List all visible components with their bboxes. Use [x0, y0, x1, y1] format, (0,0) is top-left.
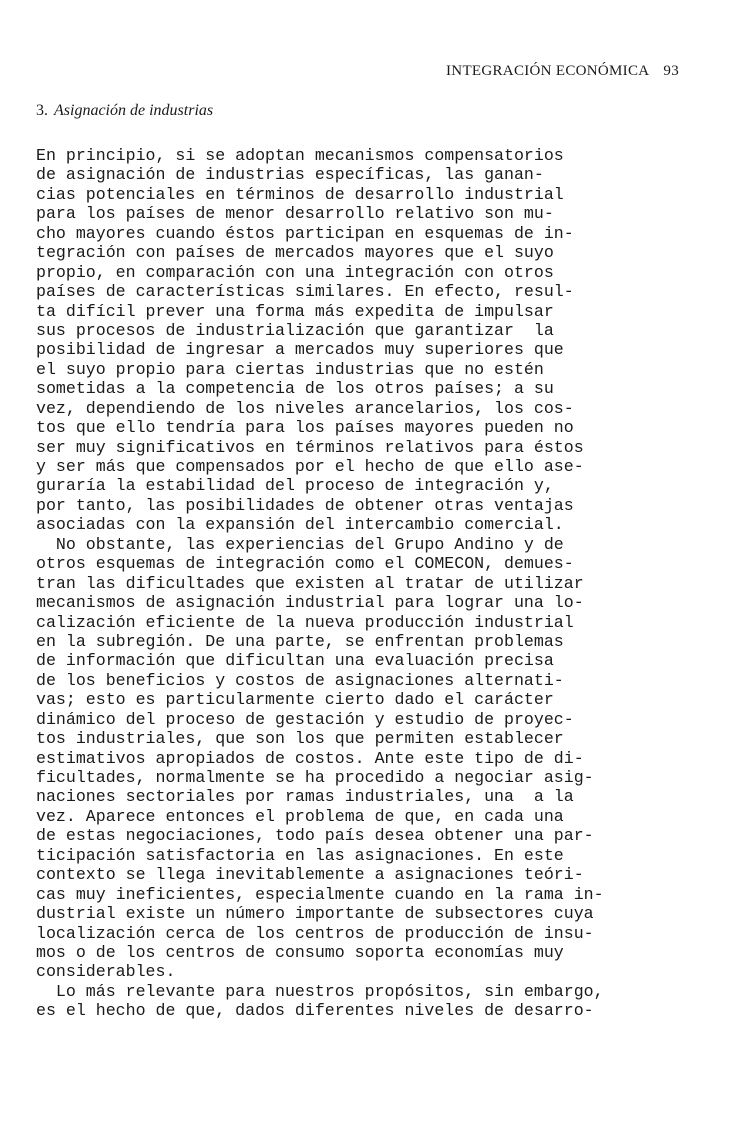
body-line: ta difícil prever una forma más expedita de impulsar [36, 301, 554, 321]
body-line: posibilidad de ingresar a mercados muy superiores que [36, 340, 564, 360]
body-line: en la subregión. De una parte, se enfrentan problemas [36, 631, 564, 651]
body-line: propio, en comparación con una integración con otros [36, 262, 554, 282]
body-line: contexto se llega inevitablemente a asignaciones teóri- [36, 865, 584, 885]
body-line: calización eficiente de la nueva producción industrial [36, 612, 574, 632]
body-line: tos industriales, que son los que permiten establecer [36, 729, 564, 749]
body-line: dustrial existe un número importante de subsectores cuya [36, 904, 594, 924]
page-number: 93 [663, 63, 679, 79]
body-line: localización cerca de los centros de producción de insu- [36, 923, 594, 943]
body-line: de información que dificultan una evaluación precisa [36, 651, 554, 671]
section-number: 3. [36, 102, 48, 119]
body-line: otros esquemas de integración como el COMECON, demues- [36, 554, 574, 574]
body-line: considerables. [36, 962, 176, 982]
body-line: ticipación satisfactoria en las asignaciones. En este [36, 845, 564, 865]
body-line: ficultades, normalmente se ha procedido a negociar asig- [36, 768, 594, 787]
body-line: tran las dificultades que existen al tratar de utilizar [36, 573, 584, 593]
body-line: Lo más relevante para nuestros propósitos, sin embargo, [36, 981, 604, 1001]
body-line: por tanto, las posibilidades de obtener otras ventajas [36, 495, 574, 515]
running-head [446, 63, 679, 80]
body-line: naciones sectoriales por ramas industriales, una a la [36, 787, 574, 807]
body-line: cias potenciales en términos de desarrollo industrial [36, 184, 564, 204]
body-line: tos que ello tendría para los países mayores pueden no [36, 418, 574, 438]
body-line: vez. Aparece entonces el problema de que, en cada una [36, 806, 564, 826]
body-line: de asignación de industrias específicas, las ganan- [36, 165, 544, 185]
body-line: países de características similares. En efecto, resul- [36, 282, 574, 302]
body-line: En principio, si se adoptan mecanismos compensatorios [36, 146, 564, 165]
body-line: vas; esto es particularmente cierto dado el carácter [36, 690, 554, 710]
body-line: asociadas con la expansión del intercambio comercial. [36, 515, 564, 535]
body-line: sometidas a la competencia de los otros países; a su [36, 379, 554, 399]
body-line: mos o de los centros de consumo soporta economías muy [36, 942, 564, 962]
body-text [36, 146, 604, 1021]
body-line: cho mayores cuando éstos participan en esquemas de in- [36, 223, 574, 243]
running-head-title: INTEGRACIÓN ECONÓMICA [446, 63, 650, 79]
body-line: cas muy ineficientes, especialmente cuando en la rama in- [36, 884, 604, 904]
body-line: tegración con países de mercados mayores que el suyo [36, 243, 554, 263]
body-line: dinámico del proceso de gestación y estudio de proyec- [36, 709, 574, 729]
body-line: No obstante, las experiencias del Grupo Andino y de [36, 534, 564, 554]
body-line: y ser más que compensados por el hecho de que ello ase- [36, 457, 584, 476]
body-line: estimativos apropiados de costos. Ante este tipo de di- [36, 748, 584, 768]
body-line: de los beneficios y costos de asignaciones alternati- [36, 670, 564, 690]
section-title: Asignación de industrias [54, 102, 214, 119]
body-line: de estas negociaciones, todo país desea obtener una par- [36, 826, 594, 846]
section-heading [36, 102, 213, 120]
body-line: ser muy significativos en términos relativos para éstos [36, 437, 584, 457]
body-line: para los países de menor desarrollo relativo son mu- [36, 204, 554, 224]
body-line: es el hecho de que, dados diferentes niveles de desarro- [36, 1001, 594, 1021]
body-line: el suyo propio para ciertas industrias que no estén [36, 359, 544, 379]
body-line: sus procesos de industrialización que garantizar la [36, 320, 554, 340]
body-line: vez, dependiendo de los niveles arancelarios, los cos- [36, 398, 574, 418]
body-line: mecanismos de asignación industrial para lograr una lo- [36, 593, 584, 613]
body-line: guraría la estabilidad del proceso de integración y, [36, 476, 554, 496]
